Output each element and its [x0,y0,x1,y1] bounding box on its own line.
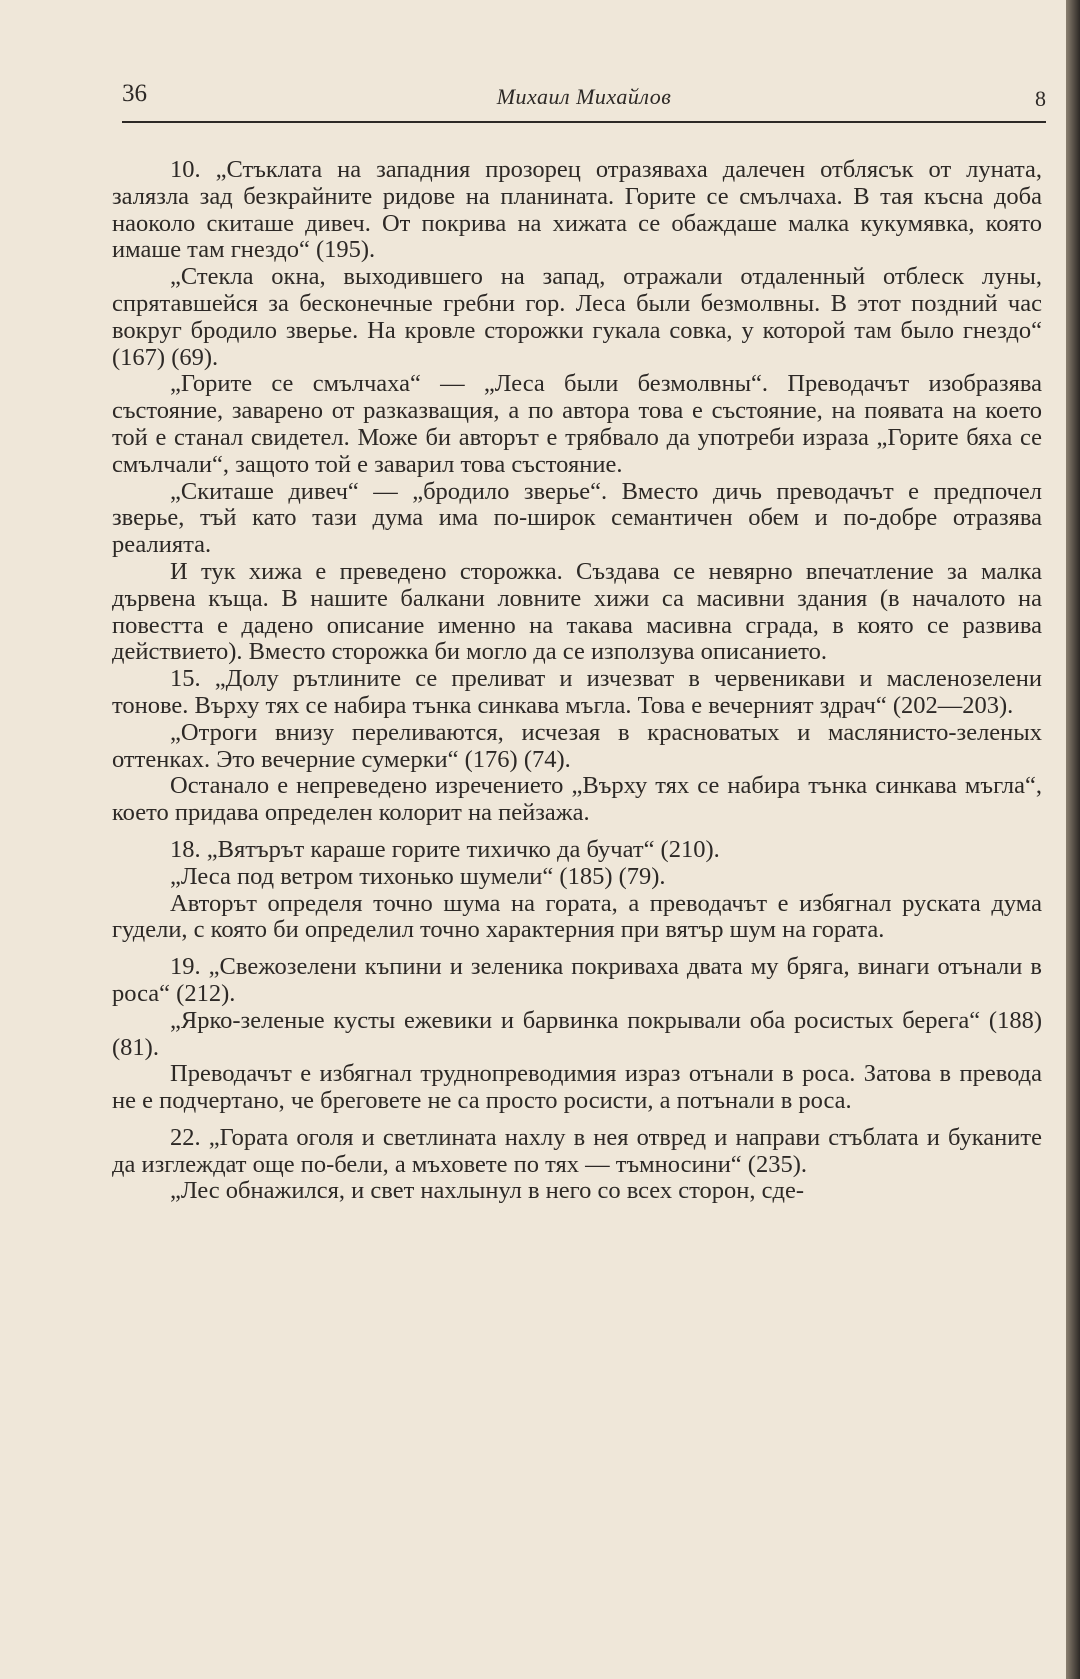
paragraph: „Леса под ветром тихонько шумели“ (185) (79). [170,862,666,890]
body-text [112,157,1042,1205]
paragraph: „Отроги внизу переливаются, исчезая в красноватых и маслянисто-зеленых оттенках. Это вечерние сумерки“ (176) (74). [112,718,1042,773]
paragraph: 22. „Гората оголя и светлината нахлу в нея отвред и направи стъблата и буканите да изглеждат още по-бели, а мъховете по тях — тъмносини“ (235). [112,1123,1042,1178]
paragraph: „Лес обнажился, и свет нахлынул в него со всех сторон, сде- [170,1177,804,1205]
paragraph: Останало е непреведено изречението „Върху тях се набира тънка синкава мъгла“, което придава определен колорит на пейзажа. [112,772,1042,827]
header-rule [122,121,1046,123]
paragraph: „Стекла окна, выходившего на запад, отражали отдаленный отблеск луны, спрятавшейся за бесконечные гребни гор. Леса были безмолвны. В этот поздний час вокруг бродило зверье. На кровле сторожки гукала совка, у которой там было гнездо“ (167) (69). [112,263,1042,371]
page-edge [1066,0,1080,1679]
paragraph: „Ярко-зеленые кусты ежевики и барвинка покрывали оба росистых берега“ (188) (81). [112,1006,1042,1061]
paragraph: Авторът определя точно шума на гората, а преводачът е избягнал руската дума гудели, с която би определил точно характерния при вятър шум на гората. [112,889,1042,944]
running-header [122,80,1046,122]
paragraph: 19. „Свежозелени къпини и зеленика покриваха двата му бряга, винаги отънали в роса“ (212). [112,953,1042,1007]
paragraph: 15. „Долу рътлините се преливат и изчезват в червеникави и масленозелени тонове. Върху тях се набира тънка синкава мъгла. Това е вечерният здрач“ (202—203). [112,665,1042,719]
paragraph: 18. „Вятърът караше горите тихичко да бучат“ (210). [170,835,720,863]
paragraph: 10. „Стъклата на западния прозорец отразяваха далечен отблясък от луната, залязла зад безкрайните ридове на планината. Горите се смълчаха. В тая късна доба наоколо скиташе дивеч. От покрива на хижата се обаждаше малка кукумявка, която имаше там гнездо“ (195). [112,156,1042,264]
running-title: Михаил Михайлов [496,84,672,109]
paragraph: „Скиташе дивеч“ — „бродило зверье“. Вместо дичь преводачът е предпочел зверье, тъй като тази дума има по-широк семантичен обем и по-добре отразява реалията. [112,477,1042,559]
paragraph: Преводачът е избягнал труднопреводимия израз отънали в роса. Затова в превода не е подчертано, че бреговете не са просто росисти, а потънали в роса. [112,1060,1042,1115]
paragraph: „Горите се смълчаха“ — „Леса были безмолвны“. Преводачът изобразява състояние, заварено от разказващия, а по автора това е състояние, на появата на което той е станал свидетел. Може би авторът е трябвало да употреби израза „Горите бяха се смълчали“, защото той е заварил това състояние. [112,370,1042,478]
signature-mark: 8 [1035,86,1046,111]
page-number: 36 [122,80,147,107]
paragraph: И тук хижа е преведено сторожка. Създава се невярно впечатление за малка дървена къща. В нашите балкани ловните хижи са масивни здания (в началото на повестта е дадено описание именно на такава масивна сграда, в която се развива действието). Вместо сторожка би могло да се използува описанието. [112,557,1042,666]
